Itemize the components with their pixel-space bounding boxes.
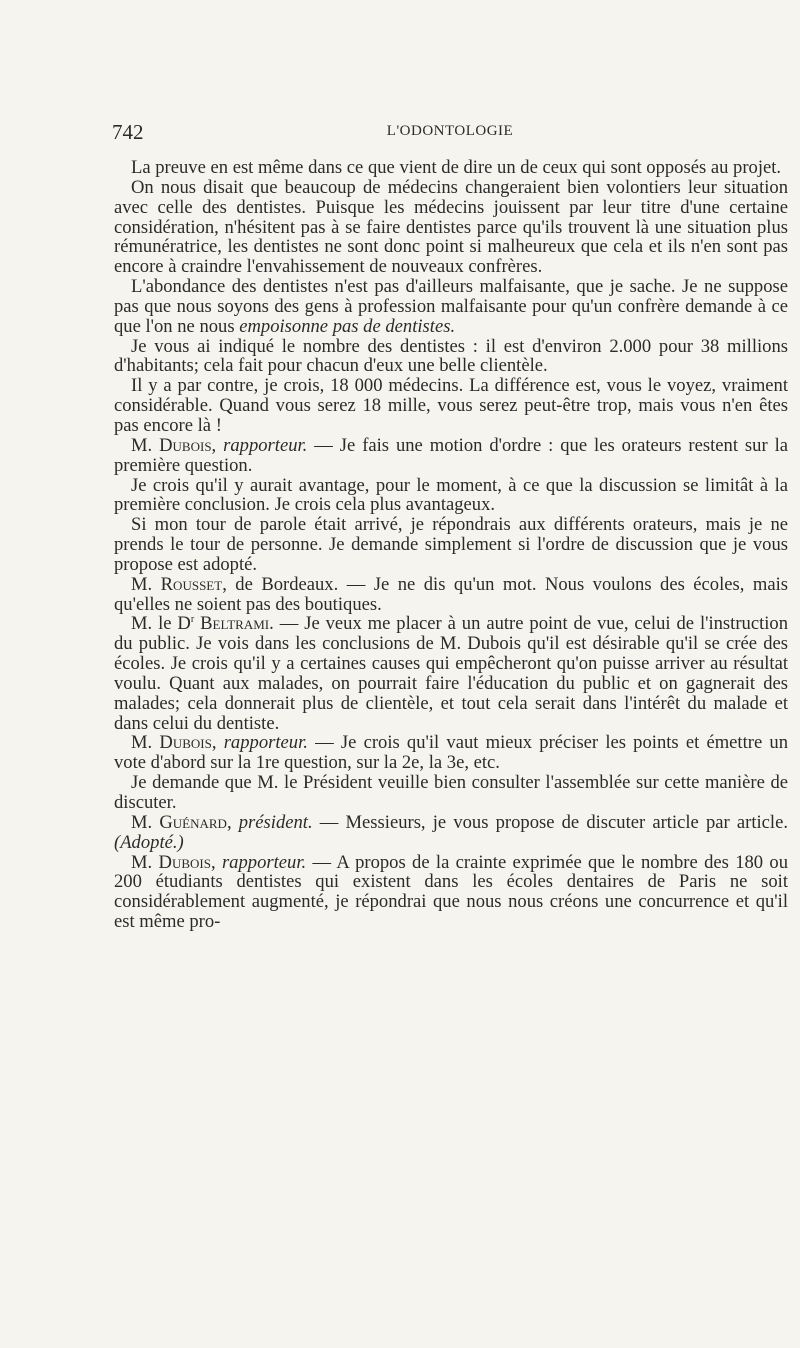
paragraph: On nous disait que beaucoup de médecins changeraient bien volontiers leur situation avec celle des dentistes. Puisque les médecins jouissent par leur titre d'une certaine considération, n'hésitent pas à se faire dentistes parce qu'ils trouvent là une situation plus rémunératrice, les dentistes ne sont donc point si malheureux que cela et ils n'en sont pas encore à craindre l'envahissement de nouveaux confrères. [114,176,788,278]
page-header [112,120,788,150]
speaker-role: rapporteur. [223,434,308,456]
speaker-name: Dubois [159,434,212,456]
speaker-role: président. [238,811,313,833]
speaker-role: rapporteur. [223,732,308,754]
speaker-paragraph: M. Dubois, rapporteur. — A propos de la crainte exprimée que le nombre des 180 ou 200 étudiants dentistes qui existent dans les écoles dentaires de Paris ne soit considérablement augmenté, je répondrai que nous nous créons une concurrence et qu'il est même pro- [114,851,788,933]
speaker-name: Dubois [159,732,212,754]
paragraph: Je demande que M. le Président veuille bien consulter l'assemblée sur cette manière de discuter. [114,772,788,813]
speaker-role: rapporteur. [221,851,307,873]
speaker-name: Guénard [159,811,227,833]
paragraph: Il y a par contre, je crois, 18 000 médecins. La différence est, vous le voyez, vraiment considérable. Quand vous serez 18 mille, vous serez peut-être trop, mais vous n'en êtes pas encore là ! [114,375,788,436]
paragraph: Je vous ai indiqué le nombre des dentistes : il est d'environ 2.000 pour 38 millions d'habitants; cela fait pour chacun d'eux une belle clientèle. [114,335,788,377]
speaker-paragraph: M. Dubois, rapporteur. — Je crois qu'il vaut mieux préciser les points et émettre un vote d'abord sur la 1re question, sur la 2e, la 3e, etc. [114,732,789,774]
paragraph: Je crois qu'il y aurait avantage, pour le moment, à ce que la discussion se limitât à la première conclusion. Je crois cela plus avantageux. [114,474,788,516]
paragraph: La preuve en est même dans ce que vient de dire un de ceux qui sont opposés au projet. [131,157,782,178]
speaker-name: Rousset [160,573,223,595]
paragraph: L'abondance des dentistes n'est pas d'ailleurs malfaisante, que je sache. Je ne suppose pas que nous soyons des gens à profession malfaisante pour qu'un confrère demande à ce que l'on ne nous empoisonne pas de dentistes. [114,276,788,337]
running-title: L'ODONTOLOGIE [386,123,514,139]
speaker-name: Beltrami [194,613,270,635]
body-text [114,158,788,932]
paragraph: Si mon tour de parole était arrivé, je répondrais aux différents orateurs, mais je ne prends le tour de personne. Je demande simplement si l'ordre de discussion que je vous propose est adopté. [114,514,788,575]
page-number: 742 [112,120,144,144]
speaker-paragraph: M. Guénard, président. — Messieurs, je vous propose de discuter article par article. (Adopté.) [114,811,788,853]
adopted-note: (Adopté.) [114,831,184,853]
speaker-name: Dubois [158,851,211,873]
italic-quote: empoisonne pas de dentistes. [239,315,456,337]
speaker-paragraph: M. Dubois, rapporteur. — Je fais une motion d'ordre : que les orateurs restent sur la première question. [114,434,788,476]
speaker-paragraph: M. le $D^r$ Beltrami. — Je veux me placer à un autre point de vue, celui de l'instruction du public. Je vois dans les conclusions de M. Dubois qu'il est désirable qu'il se crée des écoles. Je crois qu'il y a certaines causes qui empêcheront qu'on puisse arriver au résultat voulu. Quant aux malades, on pourrait faire l'éducation du public et on gagnerait des malades; cela donnerait plus de clientèle, et tout cela serait dans l'intérêt du malade et dans celui du dentiste. [114,613,788,734]
speaker-paragraph: M. Rousset, de Bordeaux. — Je ne dis qu'un mot. Nous voulons des écoles, mais qu'elles ne soient pas des boutiques. [114,573,788,615]
